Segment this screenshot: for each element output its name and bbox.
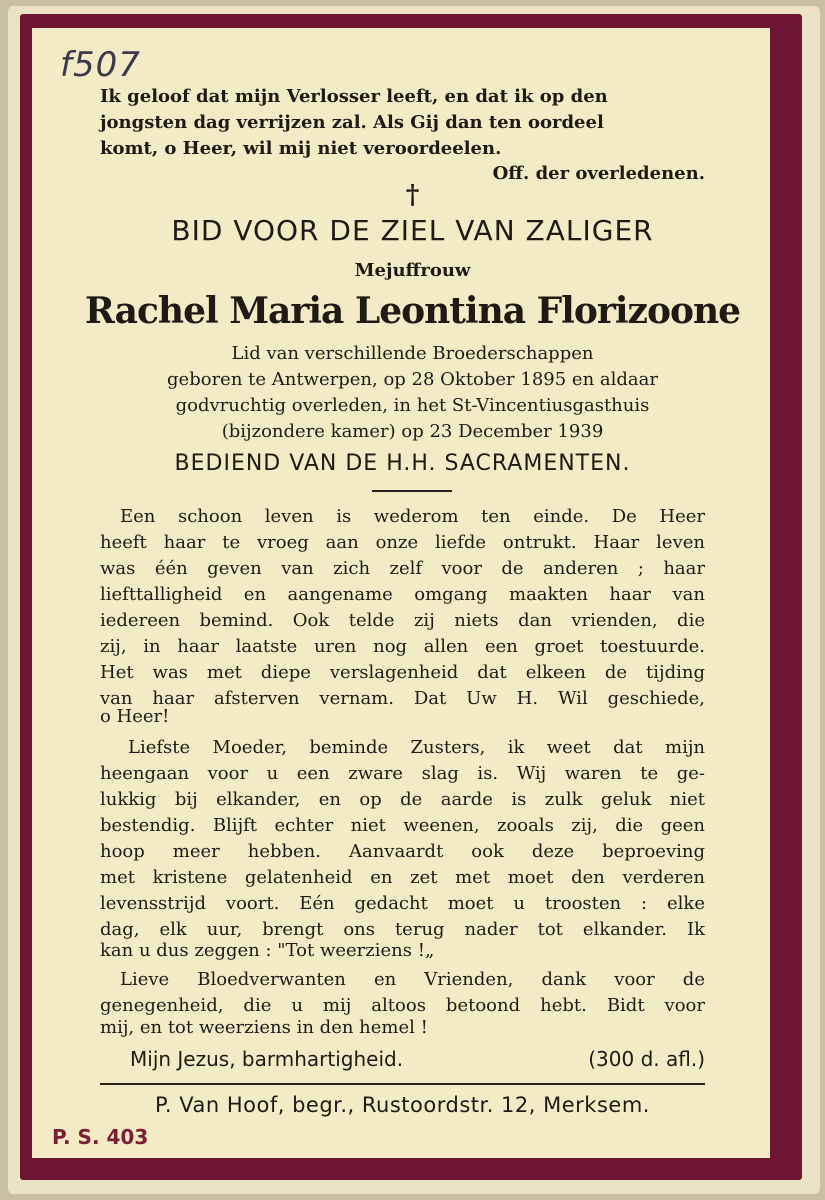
body-line: mij, en tot weerziens in den hemel !: [100, 1017, 428, 1038]
ejaculatory-prayer: Mijn Jezus, barmhartigheid.: [130, 1047, 404, 1071]
body-line: Lieve Bloedverwanten en Vrienden, dank voor de: [120, 969, 705, 990]
body-line: kan u dus zeggen : "Tot weerziens !„: [100, 940, 435, 961]
body-line: met kristene gelatenheid en zet met moet den verderen: [100, 867, 705, 888]
scripture-line: komt, o Heer, wil mij niet veroordeelen.: [100, 138, 502, 159]
indulgence-note: (300 d. afl.): [588, 1047, 705, 1071]
body-line: iedereen bemind. Ook telde zij niets dan vrienden, die: [100, 610, 705, 631]
body-line: was één geven van zich zelf voor de anderen ; haar: [100, 558, 705, 579]
detail-line: godvruchtig overleden, in het St-Vincentiusgasthuis: [175, 395, 650, 416]
body-line: o Heer!: [100, 706, 170, 727]
deceased-name: Rachel Maria Leontina Florizoone: [84, 290, 741, 332]
prayer-heading: BID VOOR DE ZIEL VAN ZALIGER: [171, 214, 654, 247]
sacraments-line: BEDIEND VAN DE H.H. SACRAMENTEN.: [174, 451, 631, 476]
scripture-line: jongsten dag verrijzen zal. Als Gij dan ten oordeel: [100, 112, 604, 133]
body-line: heengaan voor u een zware slag is. Wij waren te ge-: [100, 763, 705, 784]
printer-imprint: P. Van Hoof, begr., Rustoordstr. 12, Merksem.: [155, 1093, 650, 1117]
body-line: dag, elk uur, brengt ons terug nader tot elkander. Ik: [100, 919, 705, 940]
scripture-line: Ik geloof dat mijn Verlosser leeft, en dat ik op den: [100, 86, 608, 107]
detail-line: geboren te Antwerpen, op 28 Oktober 1895 en aldaar: [167, 369, 658, 390]
honorific-title: Mejuffrouw: [354, 260, 471, 281]
body-line: Liefste Moeder, beminde Zusters, ik weet dat mijn: [128, 737, 705, 758]
body-line: liefttalligheid en aangename omgang maakten haar van: [100, 584, 705, 605]
body-line: zij, in haar laatste uren nog allen een groet toestuurde.: [100, 636, 705, 657]
body-line: Een schoon leven is wederom ten einde. De Heer: [120, 506, 705, 527]
body-line: heeft haar te vroeg aan onze liefde ontrukt. Haar leven: [100, 532, 705, 553]
divider: [372, 490, 452, 492]
catalog-number: P. S. 403: [52, 1125, 149, 1149]
scripture-source: Off. der overledenen.: [492, 163, 705, 184]
cross-symbol: †: [405, 180, 420, 210]
footer-divider: [100, 1083, 705, 1085]
body-line: bestendig. Blijft echter niet weenen, zooals zij, die geen: [100, 815, 705, 836]
body-line: Het was met diepe verslagenheid dat elkeen de tijding: [100, 662, 705, 683]
detail-line: (bijzondere kamer) op 23 December 1939: [221, 421, 604, 442]
body-line: van haar afsterven vernam. Dat Uw H. Wil geschiede,: [100, 688, 705, 709]
body-line: levensstrijd voort. Eén gedacht moet u troosten : elke: [100, 893, 705, 914]
body-line: genegenheid, die u mij altoos betoond hebt. Bidt voor: [100, 995, 705, 1016]
body-line: lukkig bij elkander, en op de aarde is zulk geluk niet: [100, 789, 705, 810]
detail-line: Lid van verschillende Broederschappen: [231, 343, 594, 364]
handwritten-code: f507: [60, 45, 141, 85]
body-line: hoop meer hebben. Aanvaardt ook deze beproeving: [100, 841, 705, 862]
